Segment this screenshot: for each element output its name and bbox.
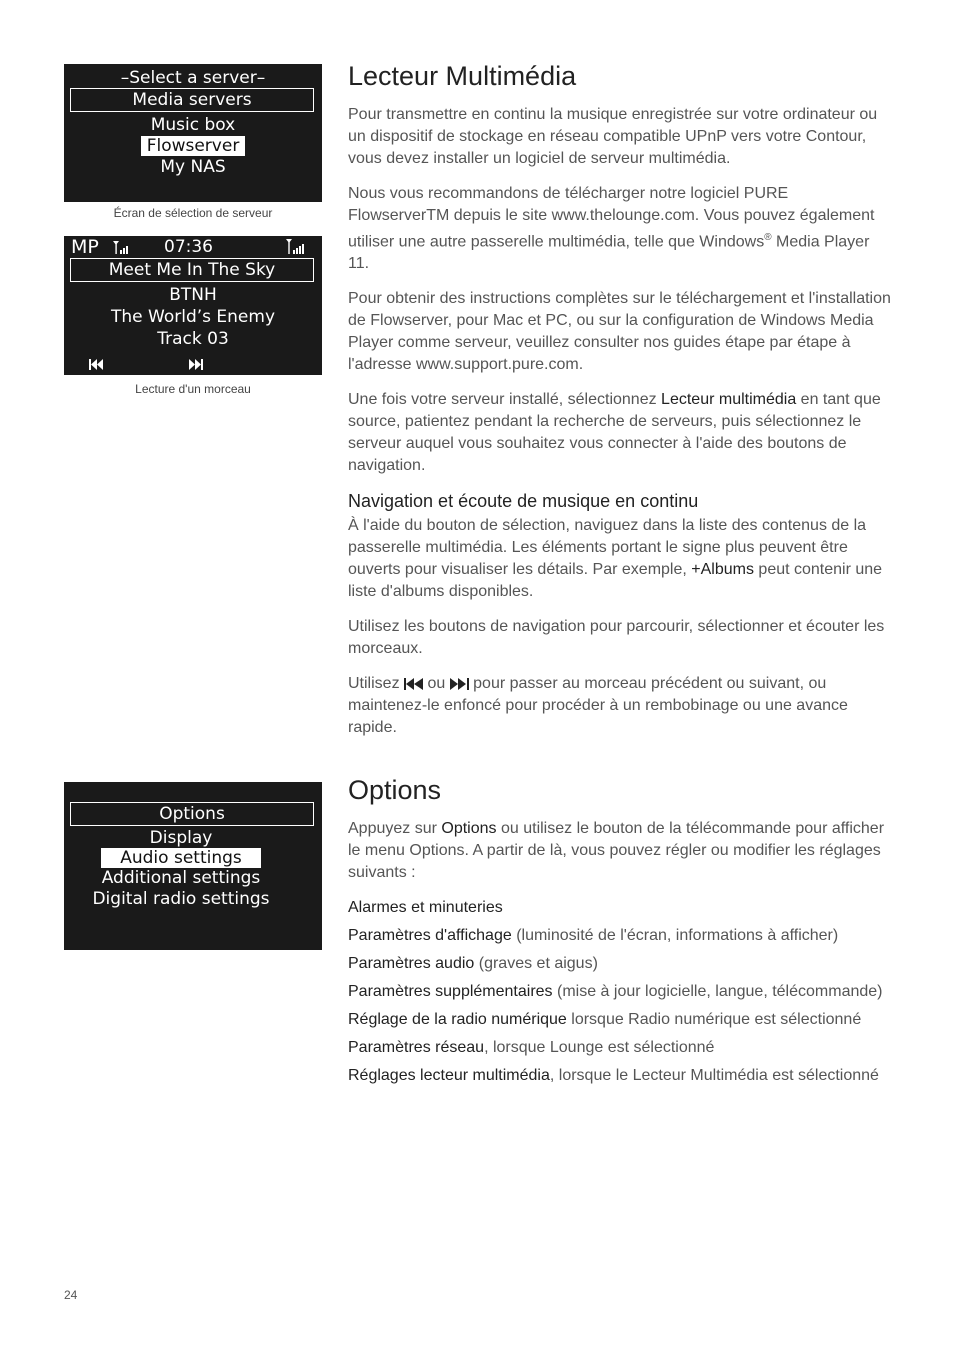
options-list-item: Paramètres réseau, lorsque Lounge est sélectionné	[348, 1039, 715, 1056]
track-title: Meet Me In The Sky	[70, 258, 314, 282]
antenna-signal-icon	[285, 238, 307, 255]
paragraph: Nous vous recommandons de télécharger notre logiciel PURE FlowserverTM depuis le site www.thelounge.com. Vous pouvez également utiliser une autre passerelle multimédia, telle que Windows® Media Player 11.	[348, 185, 875, 273]
subsection-title: Navigation et écoute de musique en continu	[348, 491, 699, 512]
section-media-player	[348, 61, 893, 739]
clock-time: 07:36	[164, 237, 213, 257]
page-number: 24	[64, 1288, 78, 1302]
paragraph: Pour transmettre en continu la musique enregistrée sur votre ordinateur ou un dispositif de stockage en réseau compatible UPnP vers votre Contour, vous devez installer un logiciel de serveur multimédia.	[348, 106, 878, 167]
figure-caption: Lecture d'un morceau	[135, 382, 251, 396]
options-list-item: Paramètres audio (graves et aigus)	[348, 955, 598, 972]
next-track-icon	[450, 678, 469, 690]
options-list-item: Réglage de la radio numérique lorsque Radio numérique est sélectionné	[348, 1011, 862, 1028]
artist-line: BTNH	[169, 285, 217, 305]
section-title: Options	[348, 775, 442, 805]
paragraph: Une fois votre serveur installé, sélectionnez Lecteur multimédia en tant que source, patientez pendant la recherche de serveurs, puis sélectionnez le serveur auquel vous souhaitez vous connecter à l'aide des boutons de navigation.	[348, 391, 881, 475]
lcd-boxed-header: Options	[70, 802, 314, 826]
lcd-title: –Select a server–	[120, 68, 266, 88]
options-list-item: Alarmes et minuteries	[348, 899, 503, 916]
previous-track-icon	[404, 678, 423, 690]
lcd-menu-item: Digital radio settings	[92, 889, 270, 909]
options-list-item: Réglages lecteur multimédia, lorsque le Lecteur Multimédia est sélectionné	[348, 1067, 879, 1084]
playback-screen	[64, 236, 322, 375]
previous-track-icon	[89, 359, 103, 370]
paragraph: À l'aide du bouton de sélection, naviguez dans la liste des contenus de la passerelle multimédia. Les éléments portant le signe plus peuvent être ouverts pour visualiser les détails. Par exemple, +Albums peut contenir une liste d'albums disponibles.	[348, 517, 883, 601]
paragraph: Utilisez les boutons de navigation pour parcourir, sélectionner et écouter les morceaux.	[348, 618, 885, 658]
lcd-menu-item: My NAS	[160, 157, 226, 177]
options-screen	[64, 782, 322, 950]
next-track-icon	[189, 359, 203, 370]
wifi-signal-icon	[112, 239, 130, 255]
section-options	[348, 775, 893, 1087]
lcd-menu-item: Display	[149, 828, 213, 848]
album-line: The World’s Enemy	[111, 307, 275, 327]
server-select-screen	[64, 64, 322, 202]
lcd-menu-item-selected: Flowserver	[64, 136, 322, 156]
track-line: Track 03	[157, 329, 229, 349]
paragraph: Pour obtenir des instructions complètes sur le téléchargement et l'installation de Flowserver, pour Mac et PC, ou sur la configuration de Windows Media Player comme serveur, veuillez consulter nos guides étape par étape à l'adresse www.support.pure.com.	[348, 290, 891, 374]
paragraph: Appuyez sur Options ou utilisez le bouton de la télécommande pour afficher le menu Options. A partir de là, vous pouvez régler ou modifier les réglages suivants :	[348, 820, 885, 881]
lcd-menu-item: Additional settings	[101, 868, 261, 888]
figure-caption: Écran de sélection de serveur	[113, 206, 273, 220]
options-list-item: Paramètres d'affichage (luminosité de l'écran, informations à afficher)	[348, 927, 839, 944]
paragraph: Utilisez ou pour passer au morceau précédent ou suivant, ou maintenez-le enfoncé pour procéder à un rembobinage ou une avance rapide.	[348, 675, 848, 737]
lcd-menu-item: Music box	[150, 115, 236, 135]
mode-label: MP	[71, 236, 99, 258]
lcd-boxed-header: Media servers	[70, 88, 314, 112]
section-title: Lecteur Multimédia	[348, 61, 577, 91]
options-list-item: Paramètres supplémentaires (mise à jour logicielle, langue, télécommande)	[348, 983, 883, 1000]
lcd-menu-item-selected: Audio settings	[64, 848, 298, 868]
